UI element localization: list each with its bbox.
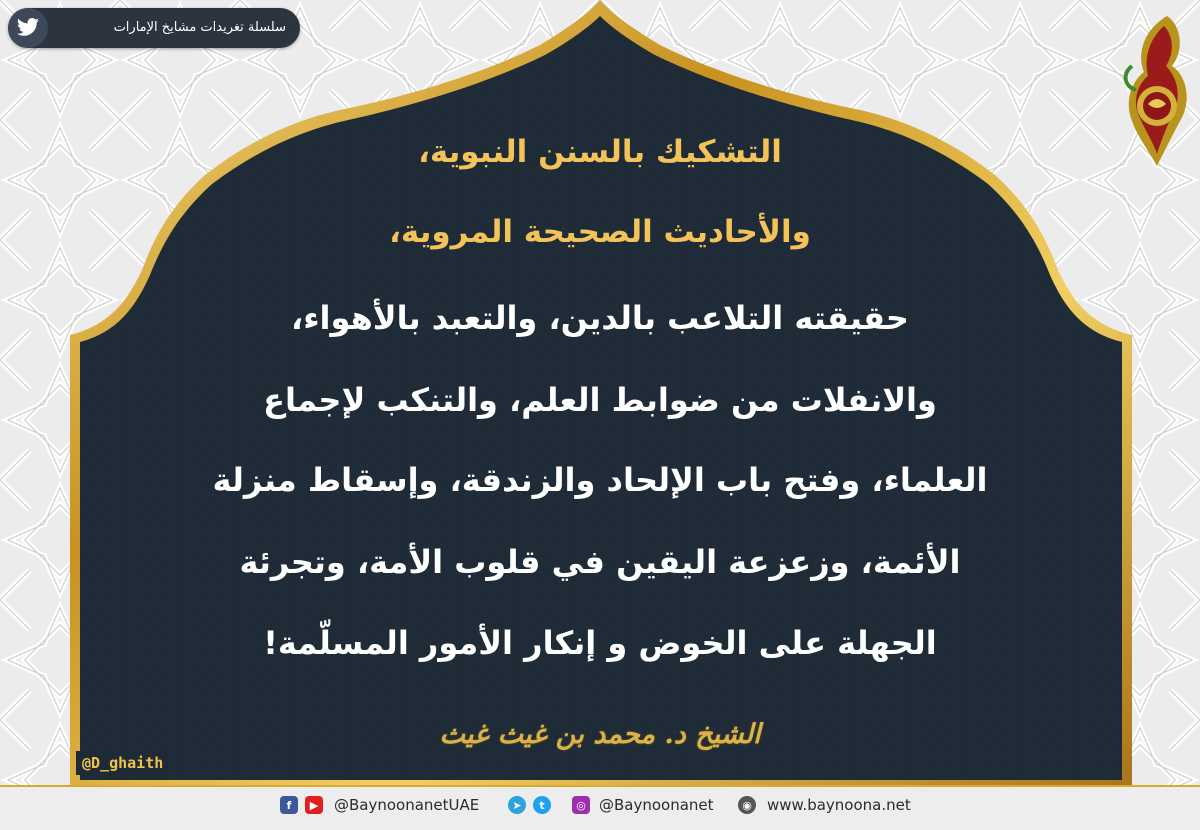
series-badge — [8, 8, 300, 48]
quote-body-line-5: الجهلة على الخوض و إنكار الأمور المسلّمة! — [263, 624, 937, 662]
telegram-icon[interactable]: ➤ — [508, 796, 526, 814]
quote-body-line-2: والانفلات من ضوابط العلم، والتنكب لإجماع — [263, 381, 937, 419]
twitter-icon[interactable]: t — [533, 796, 551, 814]
quote-title-line-1: التشكيك بالسنن النبوية، — [418, 134, 782, 170]
quote-body-line-3: العلماء، وفتح باب الإلحاد والزندقة، وإسقاط منزلة — [212, 461, 988, 499]
baynoona-logo-icon — [1112, 6, 1194, 170]
series-label: سلسلة تغريدات مشايخ الإمارات — [113, 20, 286, 35]
twitter-bird-icon — [8, 8, 48, 48]
quote-body-line-1: حقيقته التلاعب بالدين، والتعبد بالأهواء، — [291, 299, 909, 337]
facebook-icon[interactable]: f — [280, 796, 298, 814]
footer-handle-uae[interactable]: @BaynoonanetUAE — [334, 796, 480, 814]
author-signature: الشيخ د. محمد بن غيث غيث — [439, 719, 761, 750]
footer-handle-net[interactable]: @Baynoonanet — [599, 796, 714, 814]
instagram-icon[interactable]: ◎ — [572, 796, 590, 814]
youtube-icon[interactable]: ▶ — [305, 796, 323, 814]
quote-title-line-2: والأحاديث الصحيحة المروية، — [389, 214, 811, 250]
quote-body-line-4: الأئمة، وزعزعة اليقين في قلوب الأمة، وتجرئة — [239, 543, 961, 581]
author-handle[interactable]: @D_ghaith — [76, 751, 169, 775]
footer-website[interactable]: www.baynoona.net — [767, 796, 911, 814]
globe-icon[interactable]: ◉ — [738, 796, 756, 814]
